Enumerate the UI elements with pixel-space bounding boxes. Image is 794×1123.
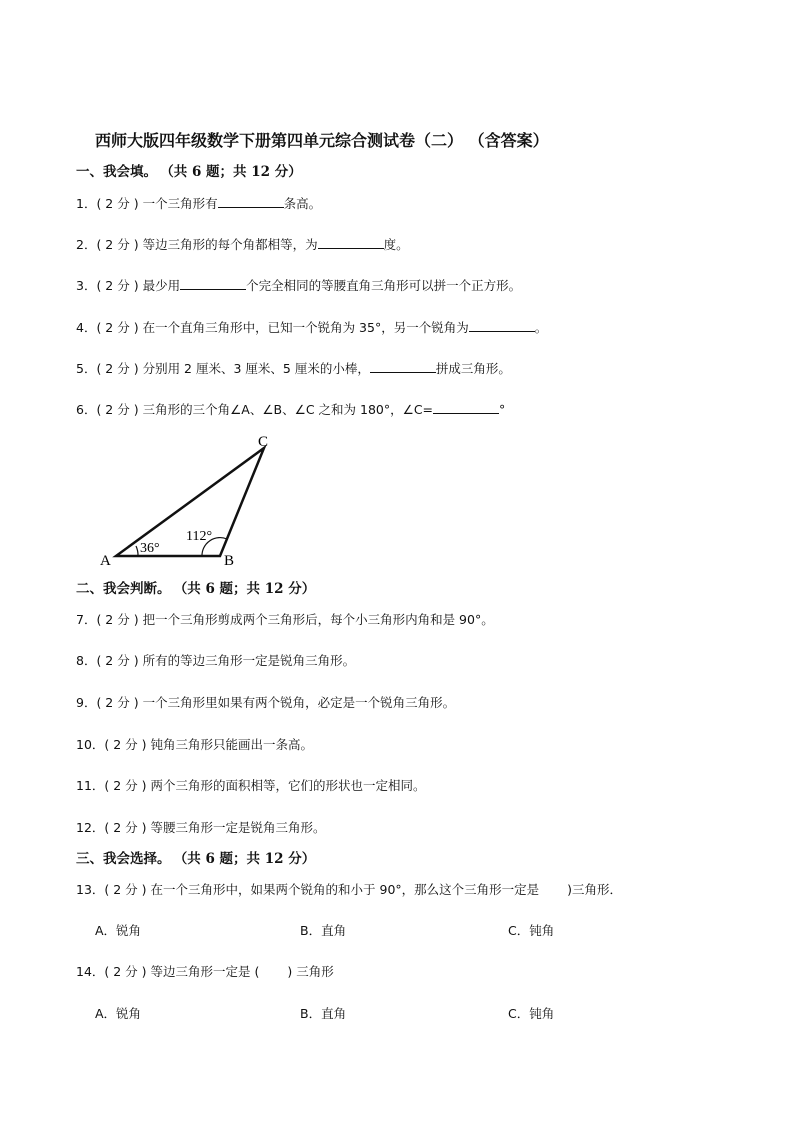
question-score: ( 2 分 ) (104, 737, 147, 752)
question-number: 2． (76, 237, 97, 252)
question-13 (76, 880, 622, 898)
question-text: 分别用 2 厘米、3 厘米、5 厘米的小棒， (142, 361, 370, 376)
question-score: ( 2 分 ) (104, 964, 147, 979)
question-text-end: ° (499, 402, 506, 417)
question-number: 10． (76, 737, 105, 752)
option-a[interactable]: A．锐角 (95, 923, 142, 938)
question-score: ( 2 分 ) (96, 612, 139, 627)
question-text: 等边三角形一定是 ( (150, 964, 260, 979)
section-info: （共 6 题；共 12 分） (180, 851, 316, 867)
question-number: 5． (76, 361, 97, 376)
question-number: 13． (76, 882, 105, 897)
section-heading-judge (76, 577, 315, 597)
question-text: 一个三角形里如果有两个锐角，必定是一个锐角三角形。 (142, 695, 456, 710)
question-number: 11． (76, 778, 105, 793)
section-name: 一、我会填。 (76, 164, 157, 180)
question-10 (76, 735, 313, 753)
vertex-label-b: B (224, 553, 235, 569)
angle-b-label: 112° (186, 529, 213, 544)
question-score: ( 2 分 ) (96, 361, 139, 376)
section-name: 三、我会选择。 (76, 851, 171, 867)
option-a[interactable]: A．锐角 (95, 1006, 142, 1021)
option-b[interactable]: B．直角 (300, 1006, 347, 1021)
question-score: ( 2 分 ) (104, 778, 147, 793)
question-6 (76, 400, 505, 418)
question-text: 把一个三角形剪成两个三角形后，每个小三角形内角和是 90°。 (142, 612, 494, 627)
question-score: ( 2 分 ) (96, 196, 139, 211)
question-4 (76, 318, 547, 336)
answer-blank[interactable] (180, 277, 246, 290)
vertex-label-c: C (258, 434, 269, 450)
question-score: ( 2 分 ) (96, 278, 139, 293)
triangle-figure (96, 428, 286, 573)
question-2 (76, 235, 409, 253)
section-info: （共 6 题；共 12 分） (167, 164, 302, 180)
question-text-end: ) 三角形 (287, 964, 334, 979)
question-score: ( 2 分 ) (96, 320, 139, 335)
question-number: 3． (76, 278, 97, 293)
answer-blank[interactable] (433, 401, 499, 414)
question-score: ( 2 分 ) (96, 402, 139, 417)
question-7 (76, 610, 494, 628)
question-number: 6． (76, 402, 97, 417)
question-text: 等边三角形的每个角都相等，为 (142, 237, 318, 252)
question-number: 1． (76, 196, 97, 211)
question-score: ( 2 分 ) (96, 695, 139, 710)
question-number: 8． (76, 653, 97, 668)
question-14 (76, 962, 334, 980)
question-12 (76, 818, 326, 836)
question-score: ( 2 分 ) (96, 653, 139, 668)
answer-blank[interactable] (469, 319, 535, 332)
question-9 (76, 693, 455, 711)
question-text: 最少用 (142, 278, 181, 293)
question-8 (76, 651, 355, 669)
question-text-end: 。 (534, 320, 548, 335)
option-b[interactable]: B．直角 (300, 923, 347, 938)
question-text-end: 条高。 (283, 196, 322, 211)
question-number: 4． (76, 320, 97, 335)
question-number: 7． (76, 612, 97, 627)
question-text: 一个三角形有 (142, 196, 218, 211)
question-text: 两个三角形的面积相等，它们的形状也一定相同。 (150, 778, 426, 793)
vertex-label-a: A (100, 553, 111, 569)
question-1 (76, 194, 321, 212)
question-text-end: 度。 (383, 237, 409, 252)
section-name: 二、我会判断。 (76, 581, 171, 597)
question-number: 9． (76, 695, 97, 710)
question-text: 等腰三角形一定是锐角三角形。 (150, 820, 326, 835)
answer-blank[interactable] (318, 236, 384, 249)
question-3 (76, 276, 521, 294)
question-score: ( 2 分 ) (96, 237, 139, 252)
option-c[interactable]: C．钝角 (508, 1006, 555, 1021)
question-score: ( 2 分 ) (104, 882, 147, 897)
question-score: ( 2 分 ) (104, 820, 147, 835)
section-info: （共 6 题；共 12 分） (180, 581, 316, 597)
question-text: 在一个直角三角形中，已知一个锐角为 35°，另一个锐角为 (142, 320, 469, 335)
angle-a-label: 36° (140, 541, 160, 556)
question-text: 在一个三角形中，如果两个锐角的和小于 90°，那么这个三角形一定是 (150, 882, 540, 897)
question-11 (76, 776, 426, 794)
section-heading-fill (76, 160, 302, 180)
question-text-end: 个完全相同的等腰直角三角形可以拼一个正方形。 (246, 278, 522, 293)
question-text-end: )三角形． (567, 882, 623, 897)
question-text-end: 拼成三角形。 (435, 361, 511, 376)
answer-blank[interactable] (218, 195, 284, 208)
question-text: 钝角三角形只能画出一条高。 (150, 737, 314, 752)
question-text: 三角形的三个角∠A、∠B、∠C 之和为 180°，∠C= (142, 402, 434, 417)
question-5 (76, 359, 511, 377)
page-title: 西师大版四年级数学下册第四单元综合测试卷（二） （含答案） (95, 131, 549, 150)
section-heading-choice (76, 847, 315, 867)
question-text: 所有的等边三角形一定是锐角三角形。 (142, 653, 356, 668)
option-c[interactable]: C．钝角 (508, 923, 555, 938)
answer-blank[interactable] (370, 360, 436, 373)
question-number: 12． (76, 820, 105, 835)
angle-a-arc (136, 546, 138, 556)
question-number: 14． (76, 964, 105, 979)
